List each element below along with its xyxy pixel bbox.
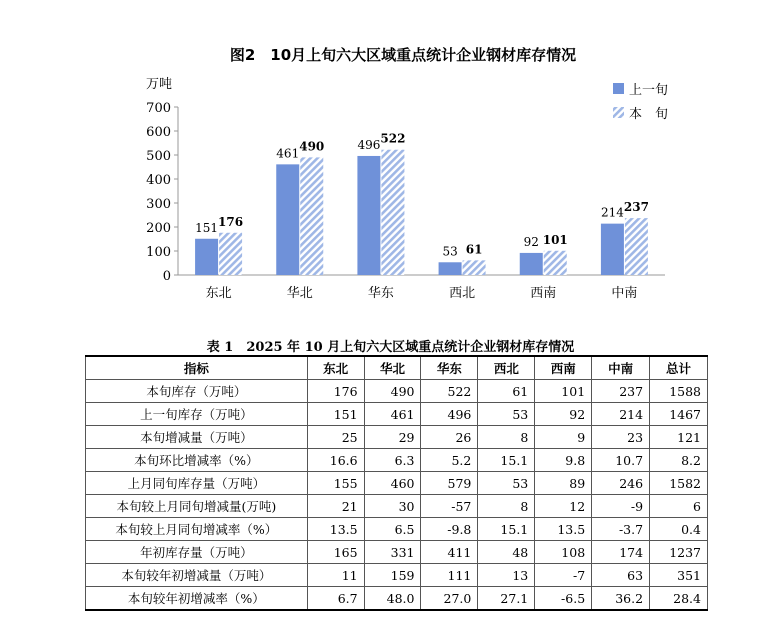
table-cell: 61	[478, 380, 535, 403]
bar-current-3	[463, 260, 486, 275]
bar-previous-3	[439, 262, 462, 275]
x-tick-label: 华北	[286, 286, 313, 301]
table-cell: 174	[592, 541, 650, 564]
table-cell: 6.5	[364, 518, 421, 541]
table-cell: 1467	[650, 403, 708, 426]
table-cell: 151	[307, 403, 364, 426]
bar-current-4	[544, 251, 567, 275]
row-label: 本旬库存（万吨）	[86, 380, 308, 403]
table-cell: -57	[421, 495, 478, 518]
table-cell: 155	[307, 472, 364, 495]
table-cell: 16.6	[307, 449, 364, 472]
row-label: 年初库存量（万吨）	[86, 541, 308, 564]
data-label: 176	[218, 214, 244, 229]
table-cell: 13.5	[307, 518, 364, 541]
table-cell: 29	[364, 426, 421, 449]
row-label: 本旬较上月同旬增减量(万吨)	[86, 495, 308, 518]
table-cell: 461	[364, 403, 421, 426]
table-cell: 27.0	[421, 587, 478, 611]
column-header: 指标	[86, 356, 308, 380]
data-label: 237	[623, 200, 649, 215]
bar-current-5	[625, 218, 648, 275]
row-label: 本旬较年初增减率（%）	[86, 587, 308, 611]
table-row	[86, 380, 708, 403]
x-tick-label: 华东	[367, 286, 394, 301]
table-cell: 25	[307, 426, 364, 449]
table-cell: 246	[592, 472, 650, 495]
table-title: 表 1 2025 年 10 月上旬六大区域重点统计企业钢材库存情况	[206, 340, 575, 355]
column-header: 西南	[535, 356, 592, 380]
table-cell: 28.4	[650, 587, 708, 611]
table-cell: 111	[421, 564, 478, 587]
table-cell: 108	[535, 541, 592, 564]
table-cell: 101	[535, 380, 592, 403]
data-label: 461	[276, 146, 300, 161]
row-label: 本旬较上月同旬增减率（%）	[86, 518, 308, 541]
table-header-row	[86, 356, 708, 380]
table-cell: 411	[421, 541, 478, 564]
table-cell: 5.2	[421, 449, 478, 472]
table-cell: 1237	[650, 541, 708, 564]
table-cell: 0.4	[650, 518, 708, 541]
table-cell: 9	[535, 426, 592, 449]
bar-previous-4	[520, 253, 543, 275]
table-cell: 9.8	[535, 449, 592, 472]
legend-swatch	[613, 107, 624, 118]
table-cell: 11	[307, 564, 364, 587]
bar-previous-0	[195, 239, 218, 275]
table-cell: 1582	[650, 472, 708, 495]
table-row	[86, 449, 708, 472]
x-tick-label: 西南	[530, 286, 557, 301]
data-label: 496	[357, 137, 381, 152]
legend-label: 上一旬	[629, 83, 669, 98]
table-cell: 23	[592, 426, 650, 449]
legend-label: 本 旬	[629, 107, 669, 122]
row-label: 上一旬库存（万吨）	[86, 403, 308, 426]
y-tick-label: 300	[146, 197, 171, 212]
table-cell: 53	[478, 472, 535, 495]
table-cell: 27.1	[478, 587, 535, 611]
bar-current-0	[219, 233, 242, 275]
table-cell: 53	[478, 403, 535, 426]
data-labels-group	[195, 132, 649, 259]
table-cell: 6	[650, 495, 708, 518]
table-cell: 30	[364, 495, 421, 518]
table-cell: -9.8	[421, 518, 478, 541]
table-cell: 8	[478, 495, 535, 518]
y-axis-unit-label: 万吨	[146, 77, 173, 92]
table-row	[86, 472, 708, 495]
table-row	[86, 587, 708, 611]
table-cell: 48	[478, 541, 535, 564]
y-tick-label: 0	[162, 269, 171, 284]
data-label: 53	[442, 244, 458, 259]
table-row	[86, 426, 708, 449]
table-cell: 6.7	[307, 587, 364, 611]
table-cell: 12	[535, 495, 592, 518]
row-label: 本旬较年初增减量（万吨）	[86, 564, 308, 587]
table-row	[86, 518, 708, 541]
column-header: 华北	[364, 356, 421, 380]
table-cell: 490	[364, 380, 421, 403]
table-cell: 6.3	[364, 449, 421, 472]
table-cell: 496	[421, 403, 478, 426]
row-label: 本旬环比增减率（%）	[86, 449, 308, 472]
x-axis	[178, 275, 665, 301]
column-header: 华东	[421, 356, 478, 380]
table-cell: 89	[535, 472, 592, 495]
data-label: 490	[299, 139, 325, 154]
table-cell: 1588	[650, 380, 708, 403]
bar-series-group	[195, 150, 648, 275]
data-label: 151	[195, 220, 219, 235]
column-header: 中南	[592, 356, 650, 380]
table-cell: -6.5	[535, 587, 592, 611]
data-label: 214	[600, 205, 624, 220]
bar-previous-1	[276, 164, 299, 275]
table-cell: 21	[307, 495, 364, 518]
table-cell: 351	[650, 564, 708, 587]
column-header: 西北	[478, 356, 535, 380]
table-cell: 214	[592, 403, 650, 426]
inventory-table	[85, 355, 708, 611]
table-cell: 8	[478, 426, 535, 449]
table-cell: 15.1	[478, 518, 535, 541]
table-cell: 15.1	[478, 449, 535, 472]
table-cell: 579	[421, 472, 478, 495]
table-cell: 331	[364, 541, 421, 564]
y-tick-label: 600	[146, 125, 171, 140]
table-cell: 460	[364, 472, 421, 495]
y-tick-label: 500	[146, 149, 171, 164]
table-cell: 13.5	[535, 518, 592, 541]
table-cell: -3.7	[592, 518, 650, 541]
y-tick-label: 200	[146, 221, 171, 236]
bar-current-2	[381, 150, 404, 275]
legend	[613, 83, 668, 122]
y-axis	[146, 101, 178, 284]
table-cell: 159	[364, 564, 421, 587]
table-cell: 63	[592, 564, 650, 587]
data-label: 101	[542, 232, 568, 247]
table-cell: 176	[307, 380, 364, 403]
row-label: 上月同旬库存量（万吨）	[86, 472, 308, 495]
y-tick-label: 700	[146, 101, 171, 116]
table-cell: 10.7	[592, 449, 650, 472]
bar-current-1	[300, 157, 323, 275]
table-cell: 237	[592, 380, 650, 403]
data-label: 61	[465, 242, 483, 257]
table-cell: 48.0	[364, 587, 421, 611]
table-cell: 8.2	[650, 449, 708, 472]
data-label: 92	[523, 234, 539, 249]
table-row	[86, 495, 708, 518]
table-cell: -9	[592, 495, 650, 518]
table-cell: 522	[421, 380, 478, 403]
row-label: 本旬增减量（万吨）	[86, 426, 308, 449]
legend-swatch	[613, 83, 624, 94]
table-row	[86, 564, 708, 587]
table-cell: 92	[535, 403, 592, 426]
y-tick-label: 100	[146, 245, 171, 260]
table-row	[86, 541, 708, 564]
column-header: 总计	[650, 356, 708, 380]
table-cell: 121	[650, 426, 708, 449]
table-cell: 13	[478, 564, 535, 587]
table-cell: 165	[307, 541, 364, 564]
chart-title: 图2 10月上旬六大区域重点统计企业钢材库存情况	[229, 46, 577, 64]
x-tick-label: 西北	[449, 286, 476, 301]
y-tick-label: 400	[146, 173, 171, 188]
column-header: 东北	[307, 356, 364, 380]
table-cell: 36.2	[592, 587, 650, 611]
bar-previous-5	[601, 224, 624, 275]
table-cell: -7	[535, 564, 592, 587]
bar-previous-2	[357, 156, 380, 275]
x-tick-label: 中南	[611, 286, 638, 301]
table-row	[86, 403, 708, 426]
data-label: 522	[380, 131, 406, 146]
x-tick-label: 东北	[205, 286, 232, 301]
table-cell: 26	[421, 426, 478, 449]
